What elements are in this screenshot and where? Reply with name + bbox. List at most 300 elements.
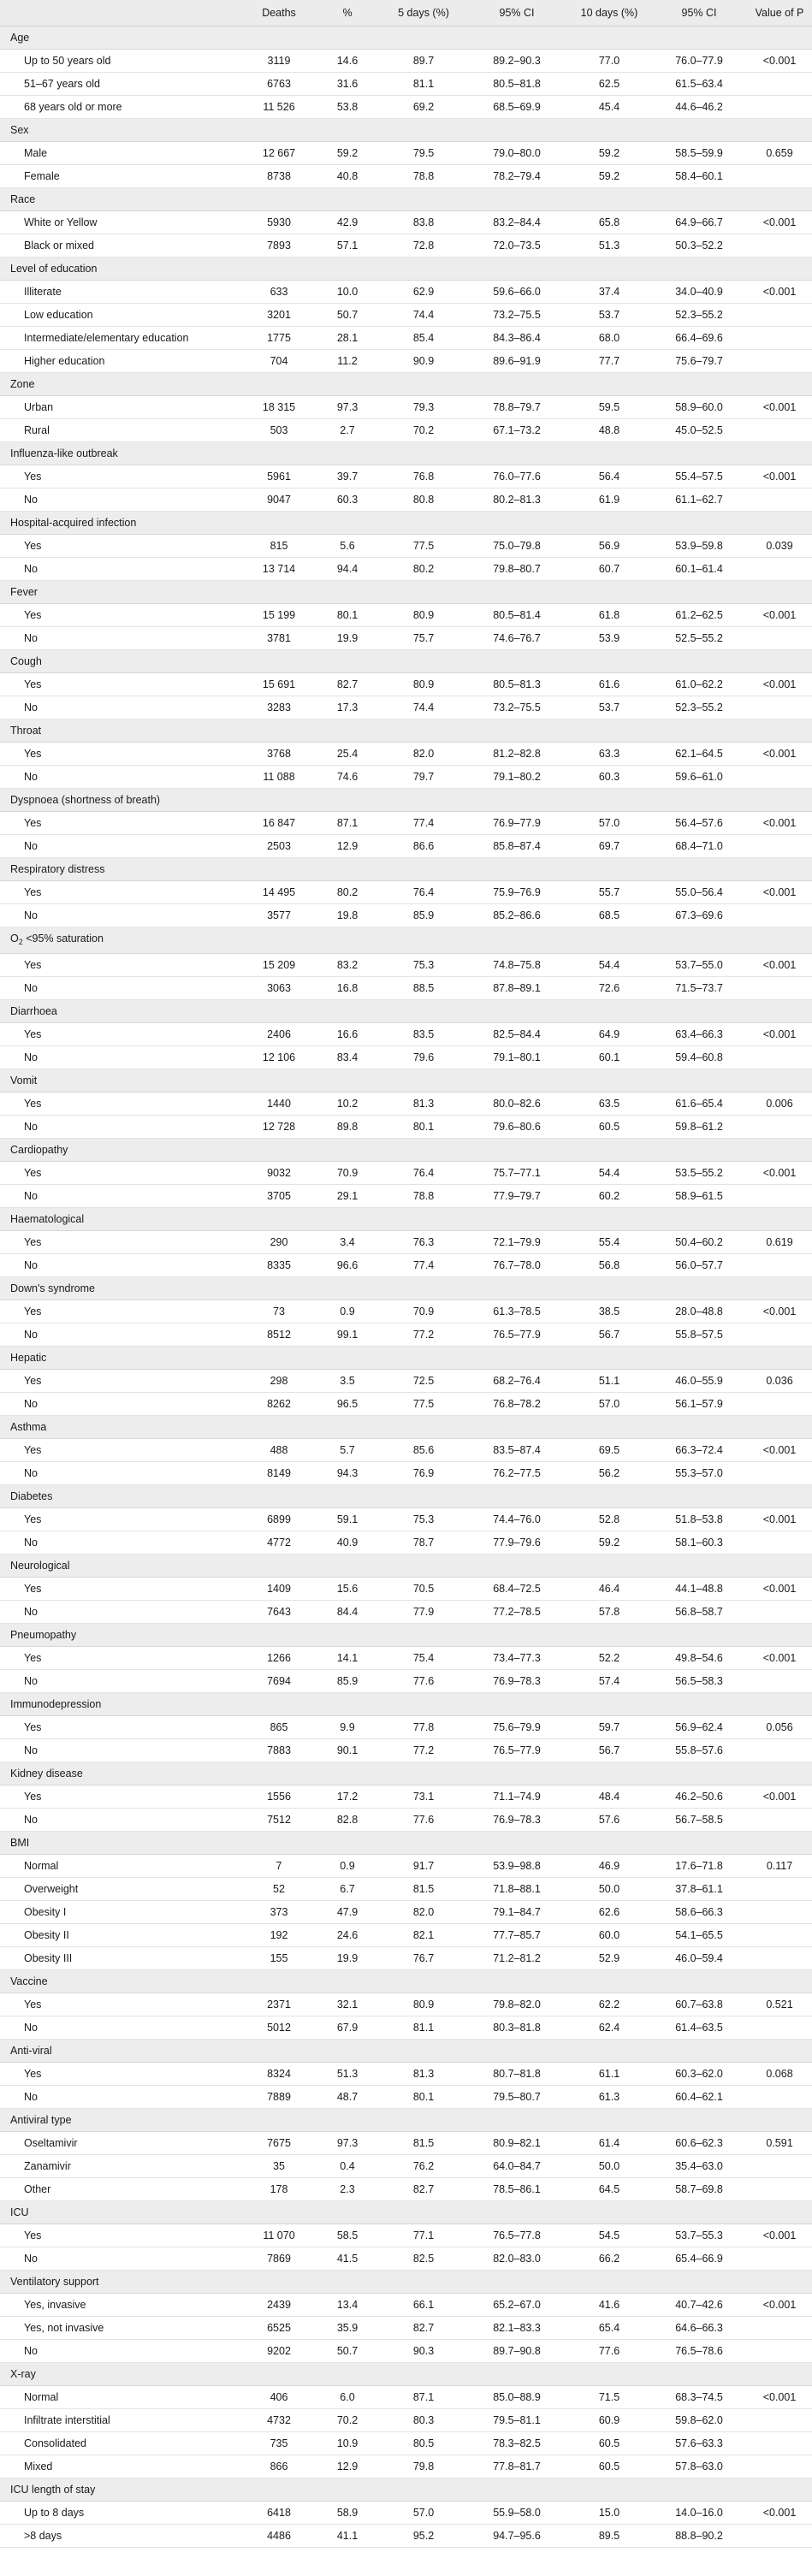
- cell-percent: 19.9: [314, 627, 381, 650]
- table-row: [0, 1508, 812, 1531]
- cell-ci-10: 56.1–57.9: [651, 1393, 747, 1416]
- row-category: No: [0, 1670, 244, 1693]
- cell-10-days: 59.2: [567, 165, 651, 188]
- cell-deaths: 14 495: [244, 881, 314, 904]
- cell-deaths: 11 088: [244, 766, 314, 789]
- cell-ci-10: 45.0–52.5: [651, 419, 747, 442]
- cell-5-days: 76.4: [381, 881, 466, 904]
- cell-10-days: 60.2: [567, 1185, 651, 1208]
- cell-ci-5: 72.1–79.9: [466, 1231, 567, 1254]
- cell-p-value: <0.001: [747, 743, 812, 766]
- cell-ci-5: 73.2–75.5: [466, 696, 567, 720]
- cell-percent: 94.3: [314, 1462, 381, 1485]
- cell-p-value: [747, 1901, 812, 1924]
- cell-ci-10: 46.2–50.6: [651, 1785, 747, 1809]
- cell-5-days: 62.9: [381, 281, 466, 304]
- cell-ci-5: 79.8–80.7: [466, 558, 567, 581]
- cell-deaths: 7694: [244, 1670, 314, 1693]
- cell-p-value: 0.056: [747, 1716, 812, 1739]
- cell-percent: 97.3: [314, 2132, 381, 2155]
- cell-ci-5: 74.4–76.0: [466, 1508, 567, 1531]
- cell-deaths: 298: [244, 1370, 314, 1393]
- row-category: No: [0, 696, 244, 720]
- cell-ci-10: 58.7–69.8: [651, 2178, 747, 2201]
- cell-ci-5: 79.1–80.2: [466, 766, 567, 789]
- row-category: Female: [0, 165, 244, 188]
- table-row: [0, 2132, 812, 2155]
- cell-ci-10: 61.1–62.7: [651, 489, 747, 512]
- cell-p-value: [747, 489, 812, 512]
- cell-p-value: <0.001: [747, 1162, 812, 1185]
- group-label: Pneumopathy: [0, 1624, 812, 1647]
- cell-percent: 80.2: [314, 881, 381, 904]
- cell-deaths: 1409: [244, 1578, 314, 1601]
- cell-ci-5: 72.0–73.5: [466, 234, 567, 258]
- cell-5-days: 80.1: [381, 2086, 466, 2109]
- row-category: Yes: [0, 1647, 244, 1670]
- table-row: [0, 1462, 812, 1485]
- table-row: [0, 1647, 812, 1670]
- table-row: [0, 350, 812, 373]
- table-row: [0, 835, 812, 858]
- cell-deaths: 73: [244, 1300, 314, 1324]
- cell-p-value: [747, 1116, 812, 1139]
- cell-10-days: 15.0: [567, 2502, 651, 2525]
- group-header-row: [0, 1762, 812, 1785]
- row-category: No: [0, 558, 244, 581]
- cell-percent: 59.2: [314, 142, 381, 165]
- cell-ci-10: 58.1–60.3: [651, 1531, 747, 1554]
- cell-p-value: <0.001: [747, 1508, 812, 1531]
- cell-5-days: 76.8: [381, 465, 466, 489]
- cell-ci-5: 80.5–81.3: [466, 673, 567, 696]
- row-category: Yes: [0, 954, 244, 977]
- cell-deaths: 12 667: [244, 142, 314, 165]
- cell-ci-5: 79.8–82.0: [466, 1993, 567, 2016]
- row-category: Yes: [0, 673, 244, 696]
- cell-ci-10: 60.7–63.8: [651, 1993, 747, 2016]
- row-category: No: [0, 1046, 244, 1069]
- cell-percent: 16.8: [314, 977, 381, 1000]
- cell-p-value: [747, 1878, 812, 1901]
- cell-ci-10: 56.8–58.7: [651, 1601, 747, 1624]
- group-label: Zone: [0, 373, 812, 396]
- cell-10-days: 57.4: [567, 1670, 651, 1693]
- row-category: Other: [0, 2178, 244, 2201]
- group-header-row: [0, 1416, 812, 1439]
- cell-percent: 87.1: [314, 812, 381, 835]
- cell-deaths: 8512: [244, 1324, 314, 1347]
- row-category: Illiterate: [0, 281, 244, 304]
- cell-ci-5: 80.2–81.3: [466, 489, 567, 512]
- row-category: No: [0, 1462, 244, 1485]
- group-label: Down's syndrome: [0, 1277, 812, 1300]
- cell-5-days: 82.5: [381, 2247, 466, 2271]
- table-row: [0, 1809, 812, 1832]
- cell-percent: 96.6: [314, 1254, 381, 1277]
- row-category: No: [0, 1531, 244, 1554]
- group-header-row: [0, 1554, 812, 1578]
- group-label: Vomit: [0, 1069, 812, 1093]
- cell-percent: 74.6: [314, 766, 381, 789]
- cell-ci-5: 76.8–78.2: [466, 1393, 567, 1416]
- table-row: [0, 2340, 812, 2363]
- cell-5-days: 81.3: [381, 1093, 466, 1116]
- table-row: [0, 1785, 812, 1809]
- table-row: [0, 1670, 812, 1693]
- cell-p-value: [747, 1462, 812, 1485]
- cell-10-days: 52.2: [567, 1647, 651, 1670]
- row-category: Yes: [0, 812, 244, 835]
- cell-deaths: 373: [244, 1901, 314, 1924]
- cell-p-value: [747, 1739, 812, 1762]
- cell-percent: 10.9: [314, 2432, 381, 2455]
- cell-10-days: 54.4: [567, 1162, 651, 1185]
- row-category: No: [0, 1809, 244, 1832]
- cell-deaths: 5961: [244, 465, 314, 489]
- row-category: Yes: [0, 1439, 244, 1462]
- cell-p-value: [747, 2525, 812, 2548]
- cell-deaths: 7512: [244, 1809, 314, 1832]
- cell-deaths: 503: [244, 419, 314, 442]
- cell-ci-10: 63.4–66.3: [651, 1023, 747, 1046]
- cell-ci-5: 79.5–81.1: [466, 2409, 567, 2432]
- cell-ci-5: 71.1–74.9: [466, 1785, 567, 1809]
- group-label: Race: [0, 188, 812, 211]
- cell-percent: 19.9: [314, 1947, 381, 1970]
- group-header-row: [0, 927, 812, 954]
- row-category: Normal: [0, 2386, 244, 2409]
- row-category: Yes, not invasive: [0, 2317, 244, 2340]
- cell-p-value: <0.001: [747, 50, 812, 73]
- cell-ci-5: 74.8–75.8: [466, 954, 567, 977]
- table-row: [0, 535, 812, 558]
- cell-deaths: 704: [244, 350, 314, 373]
- cell-ci-5: 79.6–80.6: [466, 1116, 567, 1139]
- cell-5-days: 76.2: [381, 2155, 466, 2178]
- group-label: Respiratory distress: [0, 858, 812, 881]
- cell-10-days: 64.9: [567, 1023, 651, 1046]
- group-header-row: [0, 789, 812, 812]
- row-category: Obesity II: [0, 1924, 244, 1947]
- group-label: Neurological: [0, 1554, 812, 1578]
- row-category: Yes: [0, 1370, 244, 1393]
- cell-deaths: 7893: [244, 234, 314, 258]
- group-header-row: [0, 27, 812, 50]
- cell-percent: 25.4: [314, 743, 381, 766]
- row-category: Yes: [0, 1508, 244, 1531]
- group-header-row: [0, 581, 812, 604]
- cell-deaths: 5930: [244, 211, 314, 234]
- cell-5-days: 77.8: [381, 1716, 466, 1739]
- cell-percent: 83.4: [314, 1046, 381, 1069]
- cell-deaths: 3201: [244, 304, 314, 327]
- cell-percent: 6.0: [314, 2386, 381, 2409]
- cell-ci-5: 94.7–95.6: [466, 2525, 567, 2548]
- cell-percent: 17.3: [314, 696, 381, 720]
- cell-p-value: [747, 327, 812, 350]
- cell-ci-5: 81.2–82.8: [466, 743, 567, 766]
- group-label: ICU length of stay: [0, 2478, 812, 2502]
- cell-10-days: 57.0: [567, 1393, 651, 1416]
- cell-5-days: 79.8: [381, 2455, 466, 2478]
- cell-percent: 0.9: [314, 1855, 381, 1878]
- cell-ci-5: 65.2–67.0: [466, 2294, 567, 2317]
- cell-10-days: 68.5: [567, 904, 651, 927]
- group-header-row: [0, 858, 812, 881]
- table-row: [0, 1231, 812, 1254]
- cell-10-days: 50.0: [567, 1878, 651, 1901]
- table-row: [0, 1093, 812, 1116]
- cell-percent: 6.7: [314, 1878, 381, 1901]
- cell-ci-10: 56.9–62.4: [651, 1716, 747, 1739]
- cell-p-value: [747, 2455, 812, 2478]
- cell-ci-10: 66.4–69.6: [651, 327, 747, 350]
- table-row: [0, 1855, 812, 1878]
- cell-ci-10: 50.4–60.2: [651, 1231, 747, 1254]
- cell-5-days: 80.5: [381, 2432, 466, 2455]
- cell-10-days: 41.6: [567, 2294, 651, 2317]
- cell-5-days: 85.9: [381, 904, 466, 927]
- cell-10-days: 65.8: [567, 211, 651, 234]
- cell-percent: 13.4: [314, 2294, 381, 2317]
- cell-ci-10: 49.8–54.6: [651, 1647, 747, 1670]
- cell-10-days: 61.6: [567, 673, 651, 696]
- cell-5-days: 74.4: [381, 696, 466, 720]
- table-row: [0, 604, 812, 627]
- cell-ci-5: 76.7–78.0: [466, 1254, 567, 1277]
- cell-5-days: 76.9: [381, 1462, 466, 1485]
- group-label: Kidney disease: [0, 1762, 812, 1785]
- cell-deaths: 815: [244, 535, 314, 558]
- cell-ci-5: 53.9–98.8: [466, 1855, 567, 1878]
- cell-ci-10: 17.6–71.8: [651, 1855, 747, 1878]
- cell-percent: 83.2: [314, 954, 381, 977]
- cell-10-days: 54.4: [567, 954, 651, 977]
- cell-deaths: 1775: [244, 327, 314, 350]
- cell-10-days: 71.5: [567, 2386, 651, 2409]
- row-category: Infiltrate interstitial: [0, 2409, 244, 2432]
- cell-5-days: 76.4: [381, 1162, 466, 1185]
- group-header-row: [0, 650, 812, 673]
- row-category: Mixed: [0, 2455, 244, 2478]
- cell-5-days: 70.2: [381, 419, 466, 442]
- table-row: [0, 1993, 812, 2016]
- cell-p-value: [747, 73, 812, 96]
- table-row: [0, 96, 812, 119]
- cell-deaths: 6763: [244, 73, 314, 96]
- cell-percent: 42.9: [314, 211, 381, 234]
- cell-deaths: 7675: [244, 2132, 314, 2155]
- row-category: Yes: [0, 2063, 244, 2086]
- cell-ci-5: 83.5–87.4: [466, 1439, 567, 1462]
- cell-ci-10: 55.3–57.0: [651, 1462, 747, 1485]
- cell-ci-10: 52.3–55.2: [651, 304, 747, 327]
- cell-ci-10: 57.6–63.3: [651, 2432, 747, 2455]
- group-header-row: [0, 512, 812, 535]
- cell-10-days: 72.6: [567, 977, 651, 1000]
- cell-percent: 17.2: [314, 1785, 381, 1809]
- table-row: [0, 1300, 812, 1324]
- row-category: >8 days: [0, 2525, 244, 2548]
- cell-10-days: 53.7: [567, 304, 651, 327]
- cell-deaths: 7643: [244, 1601, 314, 1624]
- cell-percent: 48.7: [314, 2086, 381, 2109]
- cell-5-days: 83.8: [381, 211, 466, 234]
- row-category: Yes, invasive: [0, 2294, 244, 2317]
- cell-p-value: <0.001: [747, 1023, 812, 1046]
- group-header-row: [0, 2478, 812, 2502]
- cell-percent: 11.2: [314, 350, 381, 373]
- cell-ci-10: 53.9–59.8: [651, 535, 747, 558]
- cell-5-days: 73.1: [381, 1785, 466, 1809]
- cell-p-value: [747, 2409, 812, 2432]
- cell-10-days: 48.8: [567, 419, 651, 442]
- cell-10-days: 51.1: [567, 1370, 651, 1393]
- row-category: Yes: [0, 535, 244, 558]
- cell-deaths: 3577: [244, 904, 314, 927]
- cell-5-days: 77.2: [381, 1324, 466, 1347]
- row-category: Black or mixed: [0, 234, 244, 258]
- table-row: [0, 743, 812, 766]
- cell-ci-5: 76.5–77.8: [466, 2224, 567, 2247]
- cell-5-days: 85.4: [381, 327, 466, 350]
- table-row: [0, 165, 812, 188]
- cell-p-value: [747, 696, 812, 720]
- table-row: [0, 2432, 812, 2455]
- cell-ci-10: 62.1–64.5: [651, 743, 747, 766]
- cell-deaths: 406: [244, 2386, 314, 2409]
- group-header-row: [0, 1139, 812, 1162]
- cell-5-days: 80.9: [381, 604, 466, 627]
- cell-5-days: 66.1: [381, 2294, 466, 2317]
- cell-ci-5: 80.5–81.4: [466, 604, 567, 627]
- cell-10-days: 60.5: [567, 2455, 651, 2478]
- cell-5-days: 80.1: [381, 1116, 466, 1139]
- row-category: No: [0, 1393, 244, 1416]
- cell-deaths: 2371: [244, 1993, 314, 2016]
- cell-deaths: 866: [244, 2455, 314, 2478]
- cell-5-days: 77.4: [381, 1254, 466, 1277]
- table-row: [0, 696, 812, 720]
- cell-5-days: 78.8: [381, 1185, 466, 1208]
- cell-10-days: 65.4: [567, 2317, 651, 2340]
- cell-ci-10: 65.4–66.9: [651, 2247, 747, 2271]
- cell-10-days: 57.8: [567, 1601, 651, 1624]
- cell-percent: 80.1: [314, 604, 381, 627]
- cell-ci-5: 82.1–83.3: [466, 2317, 567, 2340]
- cell-ci-5: 71.2–81.2: [466, 1947, 567, 1970]
- group-header-row: [0, 1624, 812, 1647]
- table-row: [0, 1531, 812, 1554]
- cell-percent: 39.7: [314, 465, 381, 489]
- cell-percent: 31.6: [314, 73, 381, 96]
- table-row: [0, 1901, 812, 1924]
- group-header-row: [0, 2271, 812, 2294]
- cell-10-days: 60.1: [567, 1046, 651, 1069]
- table-row: [0, 1393, 812, 1416]
- cell-deaths: 7889: [244, 2086, 314, 2109]
- cell-10-days: 77.6: [567, 2340, 651, 2363]
- cell-p-value: 0.039: [747, 535, 812, 558]
- cell-ci-10: 68.3–74.5: [651, 2386, 747, 2409]
- cell-ci-5: 85.8–87.4: [466, 835, 567, 858]
- group-label: Throat: [0, 720, 812, 743]
- cell-ci-10: 55.4–57.5: [651, 465, 747, 489]
- row-category: No: [0, 1324, 244, 1347]
- cell-ci-5: 73.2–75.5: [466, 304, 567, 327]
- row-category: Urban: [0, 396, 244, 419]
- cell-deaths: 6899: [244, 1508, 314, 1531]
- table-row: [0, 2178, 812, 2201]
- cell-ci-5: 80.9–82.1: [466, 2132, 567, 2155]
- cell-5-days: 89.7: [381, 50, 466, 73]
- cell-10-days: 89.5: [567, 2525, 651, 2548]
- cell-10-days: 60.9: [567, 2409, 651, 2432]
- cell-deaths: 178: [244, 2178, 314, 2201]
- cell-p-value: [747, 1324, 812, 1347]
- table-row: [0, 1023, 812, 1046]
- group-label: Sex: [0, 119, 812, 142]
- cell-p-value: [747, 558, 812, 581]
- cell-5-days: 77.1: [381, 2224, 466, 2247]
- header-variable: [0, 0, 244, 27]
- cell-ci-10: 35.4–63.0: [651, 2155, 747, 2178]
- table-row: [0, 1947, 812, 1970]
- cell-p-value: [747, 2317, 812, 2340]
- cell-percent: 85.9: [314, 1670, 381, 1693]
- cell-5-days: 87.1: [381, 2386, 466, 2409]
- cell-ci-10: 51.8–53.8: [651, 1508, 747, 1531]
- cell-p-value: [747, 96, 812, 119]
- table-row: [0, 327, 812, 350]
- cell-percent: 12.9: [314, 2455, 381, 2478]
- cell-10-days: 77.0: [567, 50, 651, 73]
- cell-ci-5: 76.9–78.3: [466, 1809, 567, 1832]
- cell-p-value: [747, 1809, 812, 1832]
- cell-deaths: 9047: [244, 489, 314, 512]
- cell-ci-10: 52.3–55.2: [651, 696, 747, 720]
- cell-deaths: 2439: [244, 2294, 314, 2317]
- cell-p-value: <0.001: [747, 211, 812, 234]
- table-row: [0, 1324, 812, 1347]
- table-row: [0, 234, 812, 258]
- table-row: [0, 2502, 812, 2525]
- cell-ci-10: 55.8–57.6: [651, 1739, 747, 1762]
- cell-10-days: 66.2: [567, 2247, 651, 2271]
- group-label: Level of education: [0, 258, 812, 281]
- group-label: Anti-viral: [0, 2040, 812, 2063]
- cell-p-value: [747, 1046, 812, 1069]
- group-label: Ventilatory support: [0, 2271, 812, 2294]
- cell-percent: 90.1: [314, 1739, 381, 1762]
- cell-5-days: 88.5: [381, 977, 466, 1000]
- cell-5-days: 77.4: [381, 812, 466, 835]
- group-header-row: [0, 188, 812, 211]
- cell-deaths: 155: [244, 1947, 314, 1970]
- cell-5-days: 90.9: [381, 350, 466, 373]
- cell-ci-5: 78.2–79.4: [466, 165, 567, 188]
- cell-5-days: 82.0: [381, 743, 466, 766]
- cell-p-value: <0.001: [747, 2294, 812, 2317]
- cell-ci-5: 59.6–66.0: [466, 281, 567, 304]
- table-row: [0, 465, 812, 489]
- row-category: Higher education: [0, 350, 244, 373]
- cell-10-days: 61.8: [567, 604, 651, 627]
- cell-ci-10: 44.1–48.8: [651, 1578, 747, 1601]
- cell-ci-5: 80.7–81.8: [466, 2063, 567, 2086]
- cell-ci-10: 58.5–59.9: [651, 142, 747, 165]
